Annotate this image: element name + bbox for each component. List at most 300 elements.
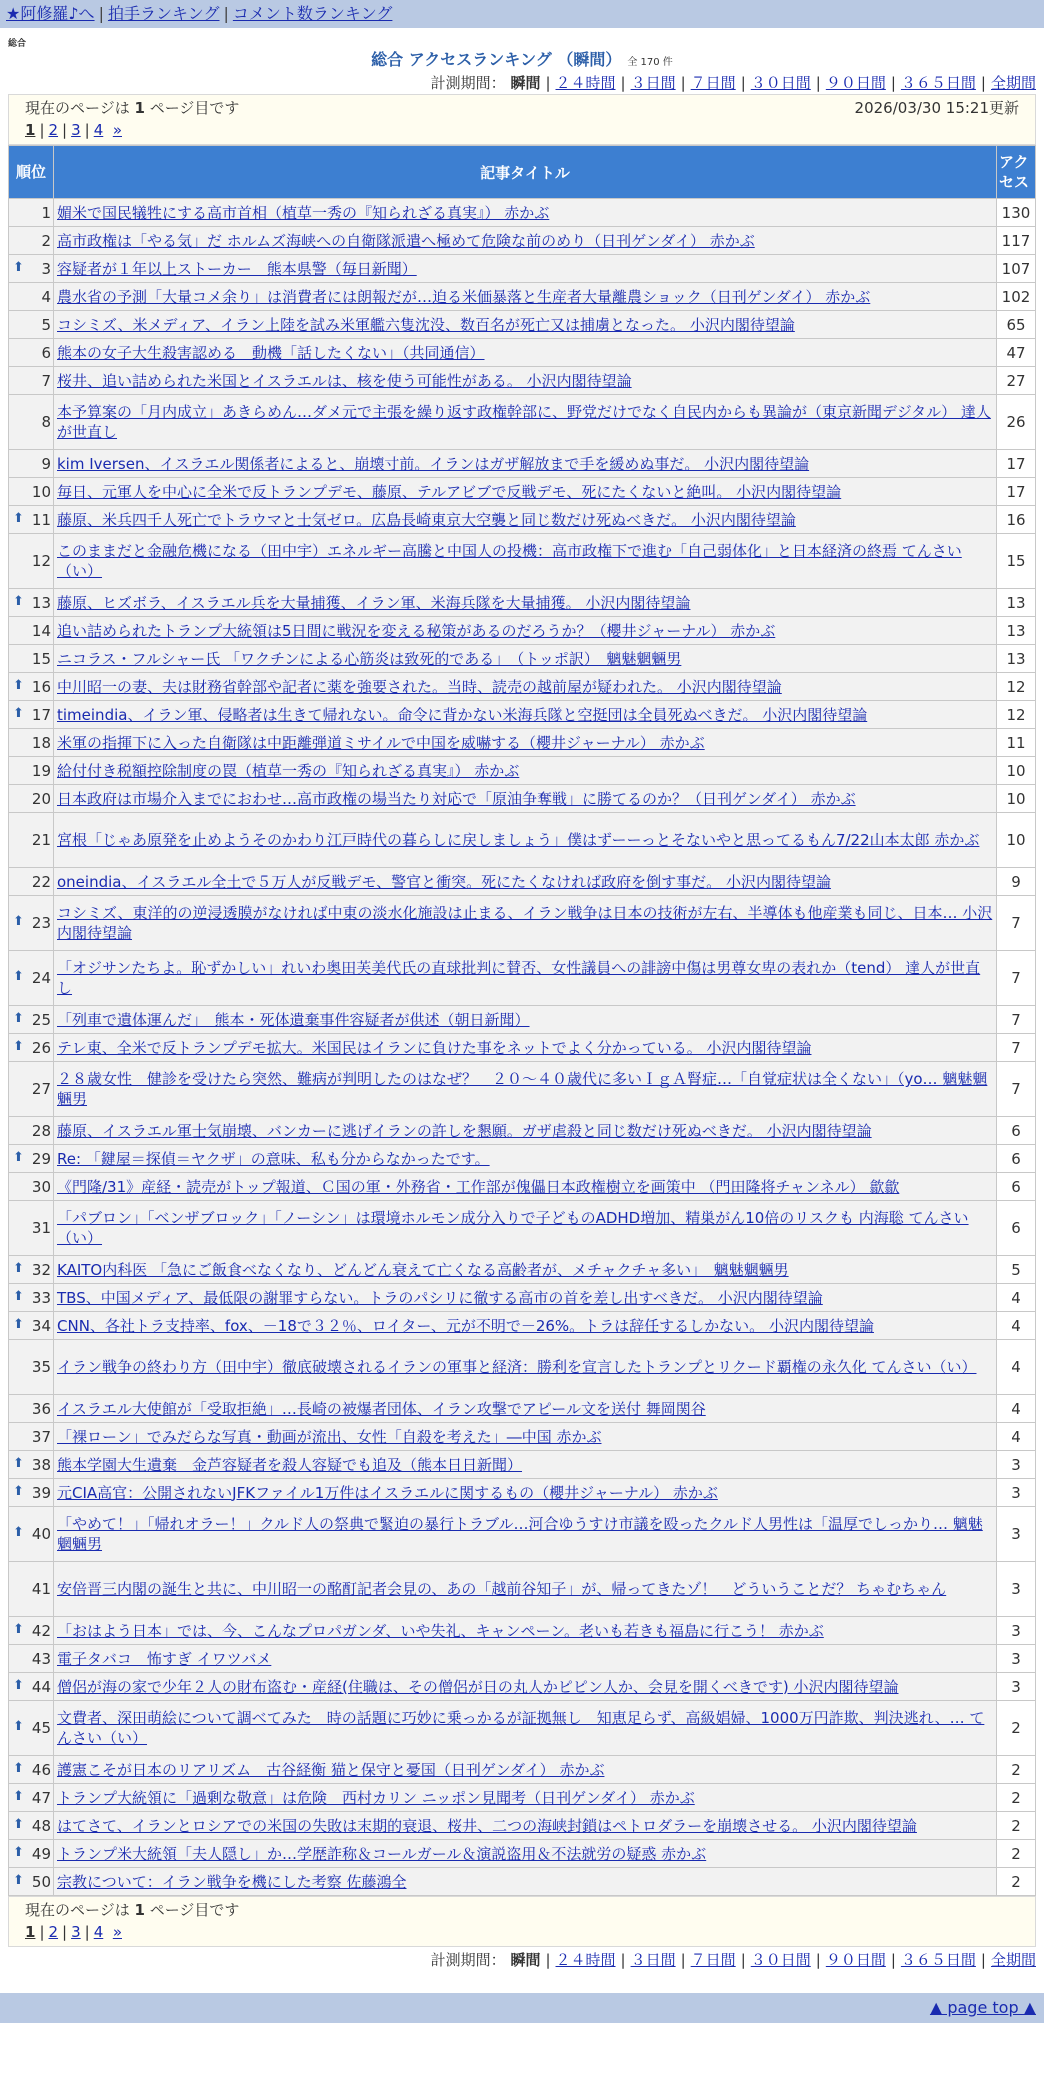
rank-number: 39 [31,1483,51,1502]
access-count: 3 [997,1507,1035,1561]
rank-number: 33 [31,1288,51,1307]
title-cell [54,227,996,254]
title-cell [54,199,996,226]
title-cell [54,951,996,1005]
page-next[interactable]: » [112,1923,122,1941]
access-count: 16 [997,506,1035,533]
access-count: 4 [997,1395,1035,1422]
rank-up-arrow-icon: ⬆ [13,914,24,929]
title-cell [54,757,996,784]
page-link-4[interactable]: 4 [93,121,104,139]
table-row [9,1507,1035,1561]
rank-cell [9,255,53,282]
article-link[interactable]: 宗教について：イラン戦争を機にした考察 佐藤鴻全 [57,1872,407,1891]
rank-cell [9,1173,53,1200]
rank-number: 27 [31,1080,51,1098]
table-row [9,450,1035,477]
access-count: 3 [997,1673,1035,1700]
rank-number: 24 [31,969,51,987]
page-link-2[interactable]: 2 [48,1923,59,1941]
access-count: 3 [997,1479,1035,1506]
article-link[interactable]: Re: 「鍵屋＝探偵＝ヤクザ」の意味、私も分からなかったです。 [57,1149,490,1168]
article-link[interactable]: 毎日、元軍人を中心に全米で反トランプデモ、藤原、テルアビブで反戦デモ、死にたくないと絶叫。 小沢内閣待望論 [57,482,842,501]
rank-number: 40 [31,1525,51,1543]
rank-up-arrow-icon: ⬆ [13,1621,24,1637]
article-link[interactable]: イラン戦争の終わり方（田中宇）徹底破壊されるイランの軍事と経済：勝利を宣言したトランプとリクード覇権の永久化 てんさい（い） [57,1358,977,1376]
table-row [9,1451,1035,1478]
separator: | [223,4,229,23]
rank-number: 36 [31,1399,51,1418]
table-row [9,673,1035,700]
access-count: 7 [997,951,1035,1005]
title-cell [54,1006,996,1033]
rank-up-arrow-icon: ⬆ [13,1149,24,1165]
rank-cell [9,1812,53,1839]
rank-number: 38 [31,1455,51,1474]
access-count: 13 [997,617,1035,644]
article-link[interactable]: 藤原、ヒズボラ、イスラエル兵を大量捕獲、イラン軍、米海兵隊を大量捕獲。 小沢内閣待望論 [57,593,691,612]
article-link[interactable]: kim Iversen、イスラエル関係者によると、崩壊寸前。イランはガザ解放まで手を緩めぬ事だ。 小沢内閣待望論 [57,454,810,473]
title-cell [54,1756,996,1783]
article-link[interactable]: 「おはよう日本」では、今、こんなプロパガンダ、いや失礼、キャンペーン。老いも若きも福島に行こう！ 赤かぶ [57,1621,824,1640]
table-row [9,506,1035,533]
table-row [9,395,1035,449]
period-365d[interactable]: ３６５日間 [900,74,976,92]
article-link[interactable]: ニコラス・フルシャー氏 「ワクチンによる心筋炎は致死的である」 （トッポ訳） 魑魅魍魎男 [57,649,682,668]
article-link[interactable]: 給付付き税額控除制度の罠（植草一秀の『知られざる真実』） 赤かぶ [57,761,520,780]
rank-up-arrow-icon: ⬆ [13,259,24,275]
access-count: 130 [997,199,1035,226]
period-all[interactable]: 全期間 [990,1951,1036,1969]
page-top-link[interactable]: ▲ page top ▲ [929,1998,1036,2017]
page-link-2[interactable]: 2 [48,121,59,139]
rank-up-arrow-icon: ⬆ [13,1719,24,1734]
home-link[interactable]: ★阿修羅♪へ [6,4,95,23]
title-cell [54,1034,996,1061]
access-count: 2 [997,1812,1035,1839]
period-7d[interactable]: ７日間 [690,1951,736,1969]
article-link[interactable]: 「裸ローン」でみだらな写真・動画が流出、女性「自殺を考えた」―中国 赤かぶ [57,1427,602,1446]
period-30d[interactable]: ３０日間 [750,74,811,92]
title-cell [54,1617,996,1644]
table-row [9,1006,1035,1033]
rank-cell [9,896,53,950]
rank-up-arrow-icon: ⬆ [13,510,24,526]
category-label: 総合 [8,39,27,49]
access-count: 6 [997,1145,1035,1172]
article-link[interactable]: トランプ大統領に「過剰な敬意」は危険 西村カリン ニッポン見聞考（日刊ゲンダイ） 赤かぶ [57,1788,695,1807]
article-link[interactable]: 桜井、追い詰められた米国とイスラエルは、核を使う可能性がある。 小沢内閣待望論 [57,371,632,390]
article-link[interactable]: 宮根「じゃあ原発を止めようそのかわり江戸時代の暮らしに戻しましょう」僕はずーーっとそないやと思ってるもん7/22山本太郎 赤かぶ [57,831,980,849]
rank-cell [9,395,53,449]
access-count: 11 [997,729,1035,756]
article-link[interactable]: 「やめて！」「帰れオラー！」クルド人の祭典で緊迫の暴行トラブル…河合ゆうすけ市議を殴ったクルド人男性は「温厚でしっかり… 魑魅魍魎男 [57,1515,983,1553]
access-count: 6 [997,1173,1035,1200]
rank-number: 28 [31,1121,51,1140]
article-link[interactable]: 電子タバコ 怖すぎ イワツバメ [57,1649,272,1668]
table-row [9,813,1035,867]
article-link[interactable]: 農水省の予測「大量コメ余り」は消費者には朗報だが…迫る米価暴落と生産者大量離農ショック（日刊ゲンダイ） 赤かぶ [57,287,871,306]
title-cell [54,1868,996,1895]
article-link[interactable]: 米軍の指揮下に入った自衛隊は中距離弾道ミサイルで中国を威嚇する（櫻井ジャーナル） 赤かぶ [57,733,705,752]
access-count: 3 [997,1562,1035,1616]
table-row [9,1284,1035,1311]
title-cell [54,1173,996,1200]
rank-number: 10 [31,482,51,501]
rank-number: 31 [31,1219,51,1237]
rank-number: 16 [31,677,51,696]
article-link[interactable]: TBS、中国メディア、最低限の謝罪すらない。トラのパシリに徹する高市の首を差し出すべきだ。 小沢内閣待望論 [57,1288,823,1307]
period-24h[interactable]: ２４時間 [555,1951,616,1969]
title-cell [54,1562,996,1616]
article-link[interactable]: イスラエル大使館が「受取拒絶」…長崎の被爆者団体、イラン攻撃でアピール文を送付 舞岡関谷 [57,1399,706,1418]
article-link[interactable]: コシミズ、米メディア、イラン上陸を試み米軍艦六隻沈没、数百名が死亡又は捕虜となった。 小沢内閣待望論 [57,315,795,334]
article-link[interactable]: 《門隆/31》産経・読売がトップ報道、Ｃ国の軍・外務省・工作部が傀儡日本政権樹立を画策中 （門田隆将チャンネル） 歙歙 [57,1177,900,1196]
table-row [9,1062,1035,1116]
table-row [9,757,1035,784]
rank-number: 50 [31,1872,51,1891]
rank-cell [9,757,53,784]
rank-cell [9,1701,53,1755]
rank-number: 7 [41,371,51,390]
rank-number: 43 [31,1649,51,1668]
table-row [9,617,1035,644]
item-count: 全 170 件 [627,57,673,68]
page-link-3[interactable]: 3 [71,121,81,139]
table-row [9,1256,1035,1283]
rank-cell [9,1840,53,1867]
access-count: 117 [997,227,1035,254]
rank-number: 47 [31,1788,51,1807]
rank-number: 41 [31,1580,51,1598]
rank-cell [9,1479,53,1506]
table-row [9,1479,1035,1506]
rank-cell [9,367,53,394]
rank-cell [9,1201,53,1255]
rank-up-arrow-icon: ⬆ [13,1760,24,1776]
title-cell [54,589,996,616]
article-link[interactable]: 熊本学園大生遺棄 金芦容疑者を殺人容疑でも追及（熊本日日新聞） [57,1455,523,1474]
article-link[interactable]: 「オジサンたちよ。恥ずかしい」れいわ奥田芙美代氏の直球批判に賛否、女性議員への誹謗中傷は男尊女卑の表れか（tend） 達人が世直し [57,959,981,997]
rank-up-arrow-icon: ⬆ [13,1316,24,1332]
rank-cell [9,1145,53,1172]
rank-number: 45 [31,1719,51,1737]
table-row [9,199,1035,226]
rank-number: 1 [41,203,51,222]
pager-top [8,94,1036,145]
title-cell [54,255,996,282]
title-cell [54,283,996,310]
table-row [9,1784,1035,1811]
rank-up-arrow-icon: ⬆ [13,705,24,721]
table-row [9,1145,1035,1172]
rank-number: 13 [31,593,51,612]
page-current: 1 [25,121,36,139]
period-selector-top: 計測期間： 瞬間 | ２４時間 | ３日間 | ７日間 | ３０日間 | ９０日間 | ３６５日間 | 全期間 [430,74,1036,92]
page-links: 1 | 2 | 3 | 4 » [25,1923,122,1941]
rank-cell [9,199,53,226]
rank-number: 18 [31,733,51,752]
title-cell [54,1062,996,1116]
article-link[interactable]: 僧侶が海の家で少年２人の財布盗む・産経(住職は、その僧侶が日の丸人かピピン人か、会見を開くべきです) 小沢内閣待望論 [57,1677,899,1696]
rank-number: 17 [31,705,51,724]
rank-cell [9,729,53,756]
title-cell [54,1507,996,1561]
table-row [9,785,1035,812]
rank-cell [9,339,53,366]
table-row [9,896,1035,950]
period-3d[interactable]: ３日間 [630,1951,676,1969]
title-cell [54,1673,996,1700]
header-rank: 順位 [9,146,53,198]
rank-cell [9,534,53,588]
page-link-4[interactable]: 4 [93,1923,104,1941]
rank-cell [9,868,53,895]
article-link[interactable]: はてさて、イランとロシアでの米国の失敗は末期的衰退、桜井、二つの海峡封鎖はペトロダラーを崩壊させる。 小沢内閣待望論 [57,1816,917,1835]
rank-cell [9,951,53,1005]
rank-cell [9,1395,53,1422]
table-row [9,1673,1035,1700]
article-link[interactable]: 追い詰められたトランプ大統領は5日間に戦況を変える秘策があるのだろうか？（櫻井ジャーナル） 赤かぶ [57,621,776,640]
table-row [9,339,1035,366]
period-365d[interactable]: ３６５日間 [900,1951,976,1969]
rank-up-arrow-icon: ⬆ [13,1038,24,1054]
access-count: 15 [997,534,1035,588]
period-all[interactable]: 全期間 [990,74,1036,92]
rank-number: 20 [31,789,51,808]
rank-number: 21 [31,831,51,849]
table-row [9,534,1035,588]
article-link[interactable]: 安倍晋三内閣の誕生と共に、中川昭一の酩酊記者会見の、あの「越前谷知子」が、帰ってきたゾ！ どういうことだ？ ちゃむちゃん [57,1580,947,1598]
title-cell [54,645,996,672]
title-cell [54,311,996,338]
table-row [9,478,1035,505]
table-row [9,1868,1035,1895]
title-cell [54,896,996,950]
article-link[interactable]: ２８歳女性 健診を受けたら突然、難病が判明したのはなぜ？ ２０～４０歳代に多いＩｇＡ腎症…「自覚症状は全くない」（yo… 魑魅魍魎男 [57,1070,988,1108]
access-count: 7 [997,1034,1035,1061]
clap-ranking-link[interactable]: 拍手ランキング [107,4,220,23]
article-link[interactable]: 本予算案の「月内成立」あきらめん…ダメ元で主張を繰り返す政権幹部に、野党だけでなく自民内からも異論が（東京新聞デジタル） 達人が世直し [57,403,991,441]
title-cell [54,1256,996,1283]
period-24h[interactable]: ２４時間 [555,74,616,92]
table-row [9,1645,1035,1672]
article-link[interactable]: 「列車で遺体運んだ」 熊本・死体遺棄事件容疑者が供述（朝日新聞） [57,1010,530,1029]
rank-cell [9,1284,53,1311]
rank-cell [9,1617,53,1644]
rank-cell [9,1784,53,1811]
period-current: 瞬間 [510,1951,541,1969]
article-link[interactable]: 藤原、イスラエル軍士気崩壊、バンカーに逃げイランの許しを懇願。ガザ虐殺と同じ数だけ死ぬべきだ。 小沢内閣待望論 [57,1121,872,1140]
rank-cell [9,1312,53,1339]
access-count: 9 [997,868,1035,895]
rank-cell [9,450,53,477]
access-count: 102 [997,283,1035,310]
table-row [9,729,1035,756]
article-link[interactable]: 中川昭一の妻、夫は財務省幹部や記者に薬を強要された。当時、読売の越前屋が疑われた。 小沢内閣待望論 [57,677,782,696]
title-cell [54,395,996,449]
rank-cell [9,673,53,700]
table-row [9,645,1035,672]
access-count: 47 [997,339,1035,366]
rank-cell [9,506,53,533]
rank-cell [9,813,53,867]
table-row [9,283,1035,310]
article-link[interactable]: 高市政権は「やる気」だ ホルムズ海峡への自衛隊派遣へ極めて危険な前のめり（日刊ゲンダイ） 赤かぶ [57,231,755,250]
rank-number: 23 [31,914,51,932]
period-label: 計測期間： [430,1951,506,1969]
title-cell [54,868,996,895]
title-cell [54,1784,996,1811]
page-next[interactable]: » [112,121,122,139]
title-cell [54,1312,996,1339]
table-row [9,1701,1035,1755]
access-count: 3 [997,1645,1035,1672]
article-link[interactable]: 元CIA高官：公開されないJFKファイル1万件はイスラエルに関するもの（櫻井ジャーナル） 赤かぶ [57,1483,718,1502]
updated-time: 2026/03/30 15:21更新 [854,99,1019,117]
table-row [9,1756,1035,1783]
access-count: 13 [997,645,1035,672]
rank-cell [9,1340,53,1394]
article-link[interactable]: 熊本の女子大生殺害認める 動機「話したくない」（共同通信） [57,343,485,362]
article-link[interactable]: 日本政府は市場介入までにおわせ…高市政権の場当たり対応で「原油争奪戦」に勝てるのか？（日刊ゲンダイ） 赤かぶ [57,789,856,808]
rank-number: 8 [41,413,51,431]
article-link[interactable]: KAITO内科医 「急にご飯食べなくなり、どんどん衰えて亡くなる高齢者が、メチャクチャ多い」 魑魅魍魎男 [57,1260,789,1279]
table-row [9,951,1035,1005]
rank-number: 25 [31,1010,51,1029]
access-count: 10 [997,757,1035,784]
article-link[interactable]: 護憲こそが日本のリアリズム 古谷経衡 猫と保守と憂国（日刊ゲンダイ） 赤かぶ [57,1760,605,1779]
article-link[interactable]: コシミズ、東洋的の逆浸透膜がなければ中東の淡水化施設は止まる、イラン戦争は日本の技術が左右、半導体も他産業も同じ、日本… 小沢内閣待望論 [57,904,993,942]
title-cell [54,785,996,812]
rank-up-arrow-icon: ⬆ [13,1288,24,1304]
title-cell [54,1423,996,1450]
article-link[interactable]: 文費者、深田萌絵について調べてみた 時の話題に巧妙に乗っかるが証拠無し 知恵足らず、高級娼婦、1000万円詐欺、判決逃れ、… てんさい（い） [57,1709,985,1747]
title-cell [54,1284,996,1311]
article-link[interactable]: 藤原、米兵四千人死亡でトラウマと士気ゼロ。広島長崎東京大空襲と同じ数だけ死ぬべきだ。 小沢内閣待望論 [57,510,796,529]
access-count: 2 [997,1784,1035,1811]
rank-number: 48 [31,1816,51,1835]
rank-number: 35 [31,1358,51,1376]
title-cell [54,478,996,505]
table-row [9,255,1035,282]
title-cell [54,1117,996,1144]
rank-cell [9,1117,53,1144]
page-title [8,50,1036,70]
access-count: 4 [997,1340,1035,1394]
rank-number: 12 [31,552,51,570]
rank-cell [9,1868,53,1895]
rank-number: 30 [31,1177,51,1196]
rank-cell [9,701,53,728]
period-90d[interactable]: ９０日間 [825,1951,886,1969]
period-label: 計測期間： [430,74,506,92]
table-row [9,1173,1035,1200]
title-cell [54,701,996,728]
ranking-body [9,199,1035,1895]
header-access: アクセス [997,146,1035,198]
access-count: 6 [997,1117,1035,1144]
table-row [9,367,1035,394]
article-link[interactable]: oneindia、イスラエル全土で５万人が反戦デモ、警官と衝突。死にたくなければ政府を倒す事だ。 小沢内閣待望論 [57,872,831,891]
title-cell [54,1395,996,1422]
rank-cell [9,1034,53,1061]
pager-bottom [8,1896,1036,1947]
title-cell [54,729,996,756]
rank-number: 9 [41,454,51,473]
title-cell [54,1645,996,1672]
rank-number: 26 [31,1038,51,1057]
rank-number: 5 [41,315,51,334]
table-row [9,1312,1035,1339]
article-link[interactable]: このままだと金融危機になる（田中宇）エネルギー高騰と中国人の投機：高市政権下で進む「自己弱体化」と日本経済の終焉 てんさい（い） [57,542,962,580]
period-90d[interactable]: ９０日間 [825,74,886,92]
rank-cell [9,1006,53,1033]
table-row [9,589,1035,616]
rank-up-arrow-icon: ⬆ [13,1260,24,1276]
article-link[interactable]: 容疑者が１年以上ストーカー 熊本県警（毎日新聞） [57,259,417,278]
article-link[interactable]: 媚米で国民犠牲にする高市首相（植草一秀の『知られざる真実』） 赤かぶ [57,203,550,222]
comment-ranking-link[interactable]: コメント数ランキング [232,4,393,23]
rank-cell [9,1756,53,1783]
rank-cell [9,1423,53,1450]
rank-number: 37 [31,1427,51,1446]
title-cell [54,534,996,588]
article-link[interactable]: トランプ米大統領「夫人隠し」か…学歴詐称＆コールガール＆演説盗用＆不法就労の疑惑 赤かぶ [57,1844,707,1863]
rank-number: 49 [31,1844,51,1863]
article-link[interactable]: timeindia、イラン軍、侵略者は生きて帰れない。命令に背かない米海兵隊と空挺団は全員死ぬべきだ。 小沢内閣待望論 [57,705,868,724]
rank-up-arrow-icon: ⬆ [13,1525,24,1540]
access-count: 2 [997,1756,1035,1783]
rank-cell [9,645,53,672]
rank-cell [9,1507,53,1561]
table-row [9,1562,1035,1616]
article-link[interactable]: CNN、各社トラ支持率、fox、－18で３２％、ロイター、元が不明で－26%。トラは辞任するしかない。 小沢内閣待望論 [57,1316,874,1335]
top-nav [0,0,1044,28]
access-count: 27 [997,367,1035,394]
article-link[interactable]: 「パブロン」「ベンザブロック」「ノーシン」は環境ホルモン成分入りで子どものADHD増加、精巣がん10倍のリスクも 内海聡 てんさい（い） [57,1209,969,1247]
rank-up-arrow-icon: ⬆ [13,593,24,609]
rank-number: 29 [31,1149,51,1168]
rank-cell [9,1256,53,1283]
title-cell [54,339,996,366]
rank-cell [9,1673,53,1700]
article-link[interactable]: テレ東、全米で反トランプデモ拡大。米国民はイランに負けた事をネットでよく分かっている。 小沢内閣待望論 [57,1038,812,1057]
access-count: 10 [997,785,1035,812]
period-3d[interactable]: ３日間 [630,74,676,92]
page-link-3[interactable]: 3 [71,1923,81,1941]
title-cell [54,673,996,700]
rank-number: 19 [31,761,51,780]
page-status: 現在のページは 1 ページ目です [25,99,240,117]
period-7d[interactable]: ７日間 [690,74,736,92]
rank-up-arrow-icon: ⬆ [13,677,24,693]
rank-up-arrow-icon: ⬆ [13,1455,24,1471]
rank-up-arrow-icon: ⬆ [13,1844,24,1860]
title-cell [54,1340,996,1394]
separator: | [98,4,104,23]
access-count: 2 [997,1840,1035,1867]
period-30d[interactable]: ３０日間 [750,1951,811,1969]
table-row [9,1117,1035,1144]
access-count: 26 [997,395,1035,449]
period-selector-bottom: 計測期間： 瞬間 | ２４時間 | ３日間 | ７日間 | ３０日間 | ９０日間 | ３６５日間 | 全期間 [430,1951,1036,1969]
title-cell [54,813,996,867]
rank-cell [9,589,53,616]
table-row [9,701,1035,728]
ranking-table [8,145,1036,1896]
access-count: 17 [997,478,1035,505]
